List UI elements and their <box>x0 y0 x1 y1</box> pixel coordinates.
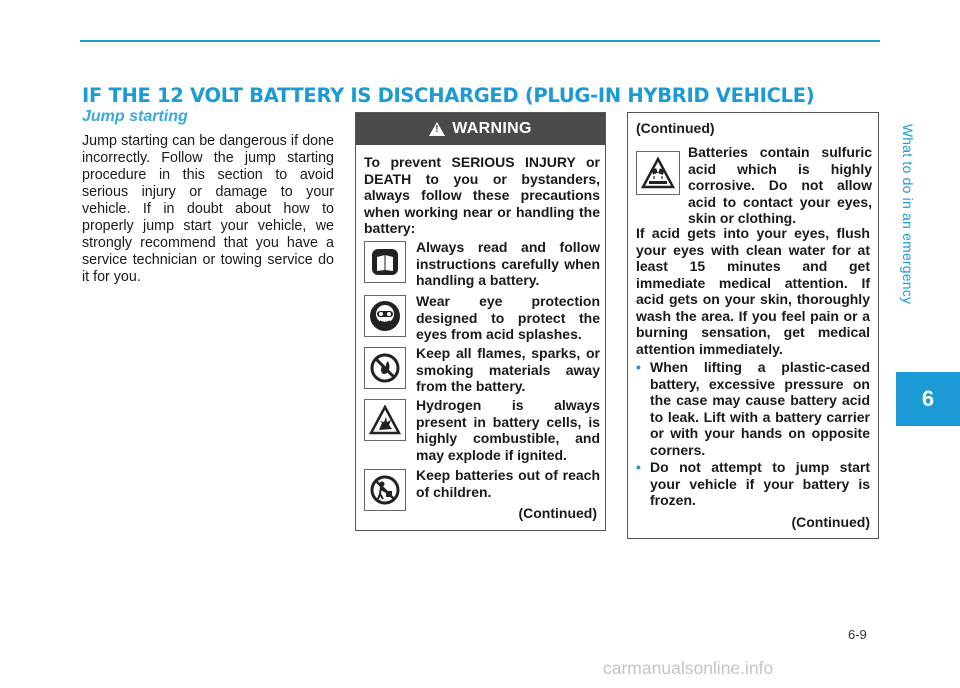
warning-triangle-icon <box>429 122 445 136</box>
warning-item-text: Wear eye protection designed to protect the eyes from acid splashes. <box>416 293 600 342</box>
warning-item-text: Keep all flames, sparks, or smoking materials away from the battery. <box>416 345 600 394</box>
acid-first-aid-paragraph: If acid gets into your eyes, flush your eyes with clean water for at least 15 minutes and get immediate medical attention. If acid gets on your skin, thoroughly wash the area. If you feel pain or a burning sensation, get medical attention immediately. <box>636 225 870 357</box>
watermark: carmanualsonline.info <box>603 658 774 678</box>
bullet-icon: • <box>636 359 641 375</box>
bullet-icon: • <box>636 459 641 475</box>
warning-item-text: Always read and follow instructions carefully when handling a battery. <box>416 239 600 288</box>
warning-box <box>355 112 606 531</box>
warning-header-label: WARNING <box>452 120 532 137</box>
acid-warning-text: Batteries contain sulfuric acid which is highly corrosive. Do not allow acid to contact your eyes, skin or clothing. <box>688 144 872 226</box>
subheading: Jump starting <box>82 108 188 125</box>
continued-label: (Continued) <box>518 505 597 521</box>
chapter-side-tab-label: What to do in an emergency <box>900 123 916 305</box>
chapter-side-tab <box>896 64 920 364</box>
continued-label: (Continued) <box>791 514 870 530</box>
list-item <box>636 359 870 458</box>
chapter-number-tab: 6 <box>896 372 960 426</box>
section-title: IF THE 12 VOLT BATTERY IS DISCHARGED (PLUG-IN HYBRID VEHICLE) <box>82 84 815 107</box>
warning-item-text: Hydrogen is always present in battery cells, is highly combustible, and may explode if ignited. <box>416 397 600 463</box>
continued-label: (Continued) <box>636 120 715 136</box>
no-flames-icon <box>364 347 406 389</box>
intro-paragraph: Jump starting can be dangerous if done incorrectly. Follow the jump starting procedure in this section to avoid serious injury or damage to your vehicle. If in doubt about how to properly jump start your vehicle, we strongly recommend that you have a service technician or towing service do it for you. <box>82 133 334 285</box>
corrosive-acid-icon <box>636 151 680 195</box>
page-number: 6-9 <box>848 627 867 642</box>
eye-protection-icon <box>364 295 406 337</box>
list-item <box>636 459 870 509</box>
warning-header <box>356 113 605 145</box>
book-icon <box>364 241 406 283</box>
continued-warning-box <box>627 112 879 539</box>
list-item-text: When lifting a plastic-cased battery, excessive pressure on the case may cause battery acid to leak. Lift with a battery carrier or with your hands on opposite corners. <box>650 359 870 458</box>
list-item-text: Do not attempt to jump start your vehicle if your battery is frozen. <box>650 459 870 508</box>
keep-children-away-icon <box>364 469 406 511</box>
top-rule <box>80 40 880 42</box>
explosion-icon <box>364 399 406 441</box>
warning-intro: To prevent SERIOUS INJURY or DEATH to you or bystanders, always follow these precautions when working near or handling the battery: <box>364 154 600 236</box>
warning-item-text: Keep batteries out of reach of children. <box>416 467 600 500</box>
